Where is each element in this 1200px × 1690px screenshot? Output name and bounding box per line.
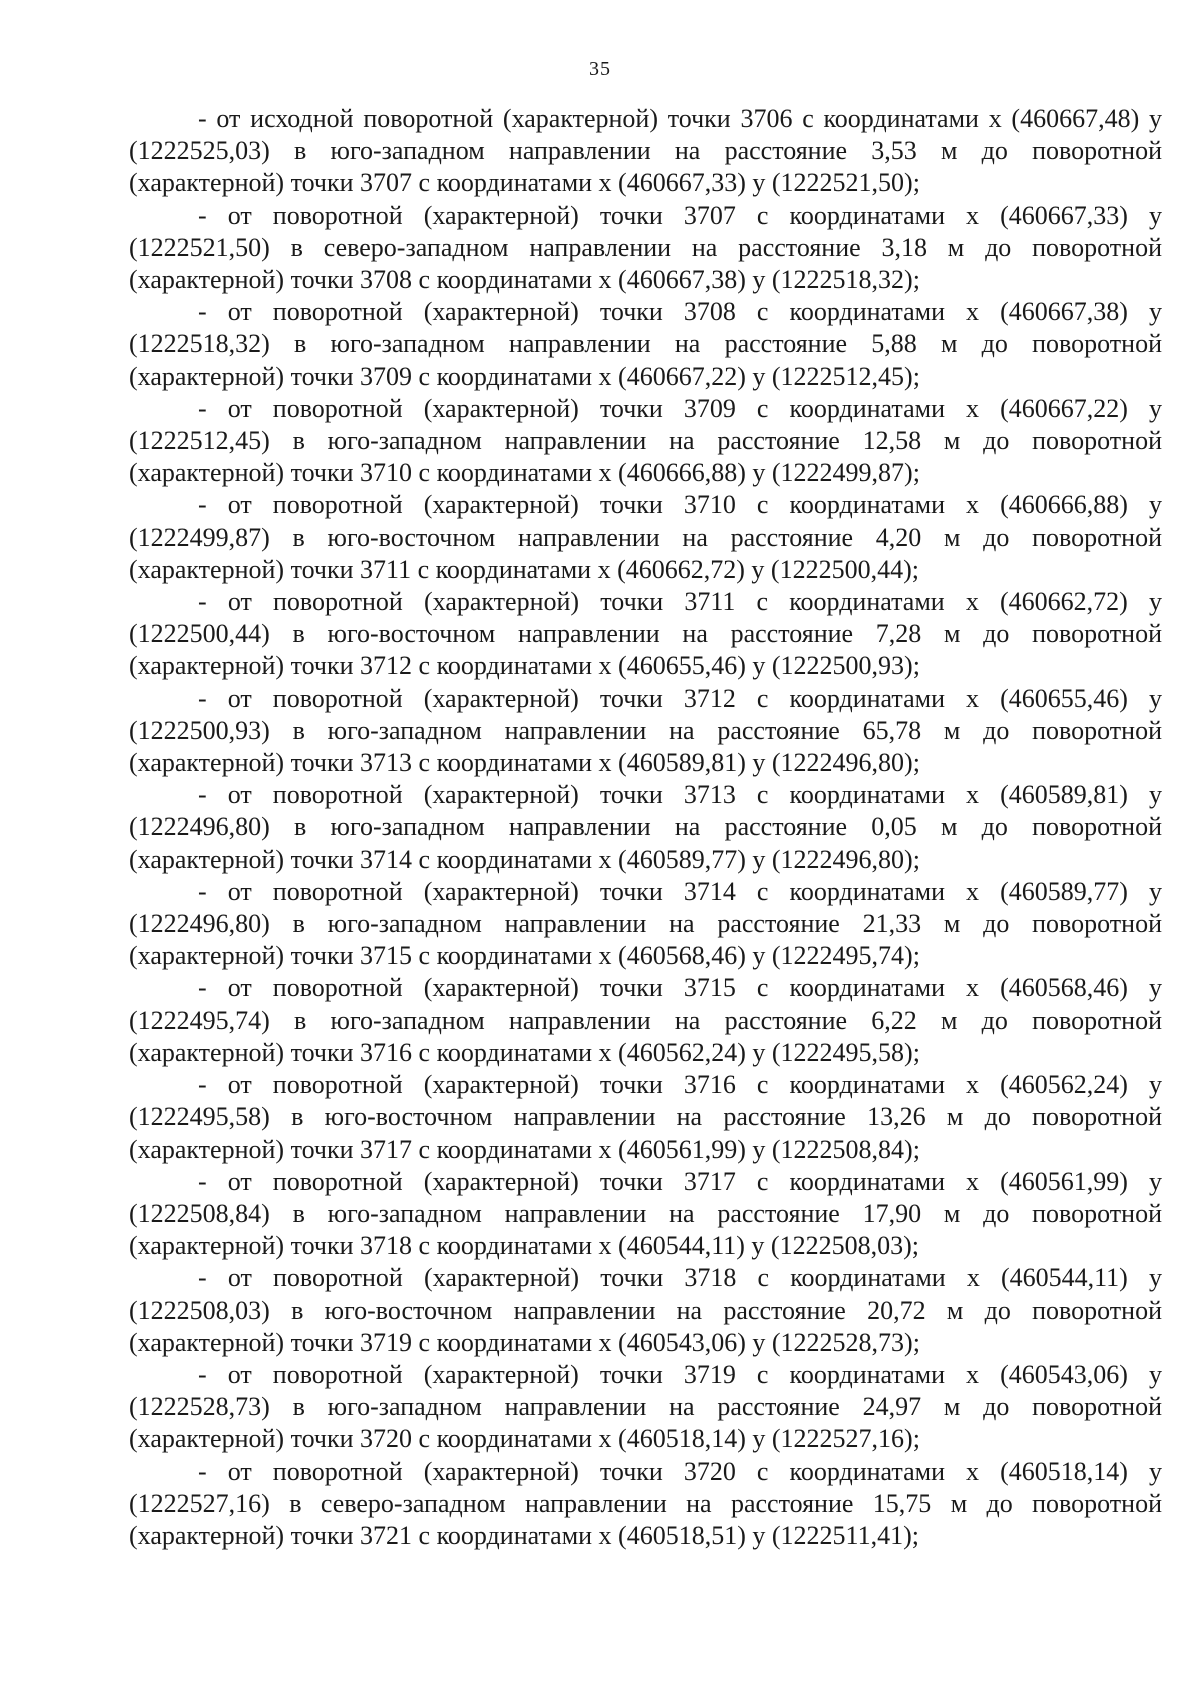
boundary-segment-paragraph: - от поворотной (характерной) точки 3717 с координатами х (460561,99) у (1222508,84) в юго-западном направлении на расстояние 17,90 м до поворотной (характерной) точки 3718 с координатами х (460544,11) у (1222508,03);: [129, 1166, 1162, 1261]
document-body: [129, 103, 1162, 1552]
boundary-segment-paragraph: - от поворотной (характерной) точки 3708 с координатами х (460667,38) у (1222518,32) в юго-западном направлении на расстояние 5,88 м до поворотной (характерной) точки 3709 с координатами х (460667,22) у (1222512,45);: [129, 297, 1162, 391]
boundary-segment-paragraph: - от поворотной (характерной) точки 3715 с координатами х (460568,46) у (1222495,74) в юго-западном направлении на расстояние 6,22 м до поворотной (характерной) точки 3716 с координатами х (460562,24) у (1222495,58);: [129, 973, 1162, 1067]
boundary-segment-paragraph: - от поворотной (характерной) точки 3714 с координатами х (460589,77) у (1222496,80) в юго-западном направлении на расстояние 21,33 м до поворотной (характерной) точки 3715 с координатами х (460568,46) у (1222495,74);: [129, 876, 1162, 971]
boundary-segment-paragraph: - от поворотной (характерной) точки 3709 с координатами х (460667,22) у (1222512,45) в юго-западном направлении на расстояние 12,58 м до поворотной (характерной) точки 3710 с координатами х (460666,88) у (1222499,87);: [129, 393, 1162, 488]
boundary-segment-paragraph: - от поворотной (характерной) точки 3716 с координатами х (460562,24) у (1222495,58) в юго-восточном направлении на расстояние 13,26 м до поворотной (характерной) точки 3717 с координатами х (460561,99) у (1222508,84);: [129, 1070, 1162, 1164]
boundary-segment-paragraph: - от поворотной (характерной) точки 3719 с координатами х (460543,06) у (1222528,73) в юго-западном направлении на расстояние 24,97 м до поворотной (характерной) точки 3720 с координатами х (460518,14) у (1222527,16);: [129, 1359, 1162, 1454]
boundary-segment-paragraph: - от поворотной (характерной) точки 3710 с координатами х (460666,88) у (1222499,87) в юго-восточном направлении на расстояние 4,20 м до поворотной (характерной) точки 3711 с координатами х (460662,72) у (1222500,44);: [129, 490, 1162, 584]
boundary-segment-paragraph: - от поворотной (характерной) точки 3713 с координатами х (460589,81) у (1222496,80) в юго-западном направлении на расстояние 0,05 м до поворотной (характерной) точки 3714 с координатами х (460589,77) у (1222496,80);: [129, 780, 1162, 874]
boundary-segment-paragraph: - от поворотной (характерной) точки 3712 с координатами х (460655,46) у (1222500,93) в юго-западном направлении на расстояние 65,78 м до поворотной (характерной) точки 3713 с координатами х (460589,81) у (1222496,80);: [129, 683, 1162, 778]
page-number: 35: [589, 58, 611, 80]
boundary-segment-paragraph: - от поворотной (характерной) точки 3707 с координатами х (460667,33) у (1222521,50) в северо-западном направлении на расстояние 3,18 м до поворотной (характерной) точки 3708 с координатами х (460667,38) у (1222518,32);: [129, 200, 1162, 295]
boundary-segment-paragraph: - от поворотной (характерной) точки 3720 с координатами х (460518,14) у (1222527,16) в северо-западном направлении на расстояние 15,75 м до поворотной (характерной) точки 3721 с координатами х (460518,51) у (1222511,41);: [129, 1456, 1162, 1550]
boundary-segment-paragraph: - от поворотной (характерной) точки 3711 с координатами х (460662,72) у (1222500,44) в юго-восточном направлении на расстояние 7,28 м до поворотной (характерной) точки 3712 с координатами х (460655,46) у (1222500,93);: [129, 587, 1162, 681]
boundary-segment-paragraph: - от исходной поворотной (характерной) точки 3706 с координатами х (460667,48) у (1222525,03) в юго-западном направлении на расстояние 3,53 м до поворотной (характерной) точки 3707 с координатами х (460667,33) у (1222521,50);: [129, 104, 1162, 198]
boundary-segment-paragraph: - от поворотной (характерной) точки 3718 с координатами х (460544,11) у (1222508,03) в юго-восточном направлении на расстояние 20,72 м до поворотной (характерной) точки 3719 с координатами х (460543,06) у (1222528,73);: [129, 1263, 1162, 1357]
